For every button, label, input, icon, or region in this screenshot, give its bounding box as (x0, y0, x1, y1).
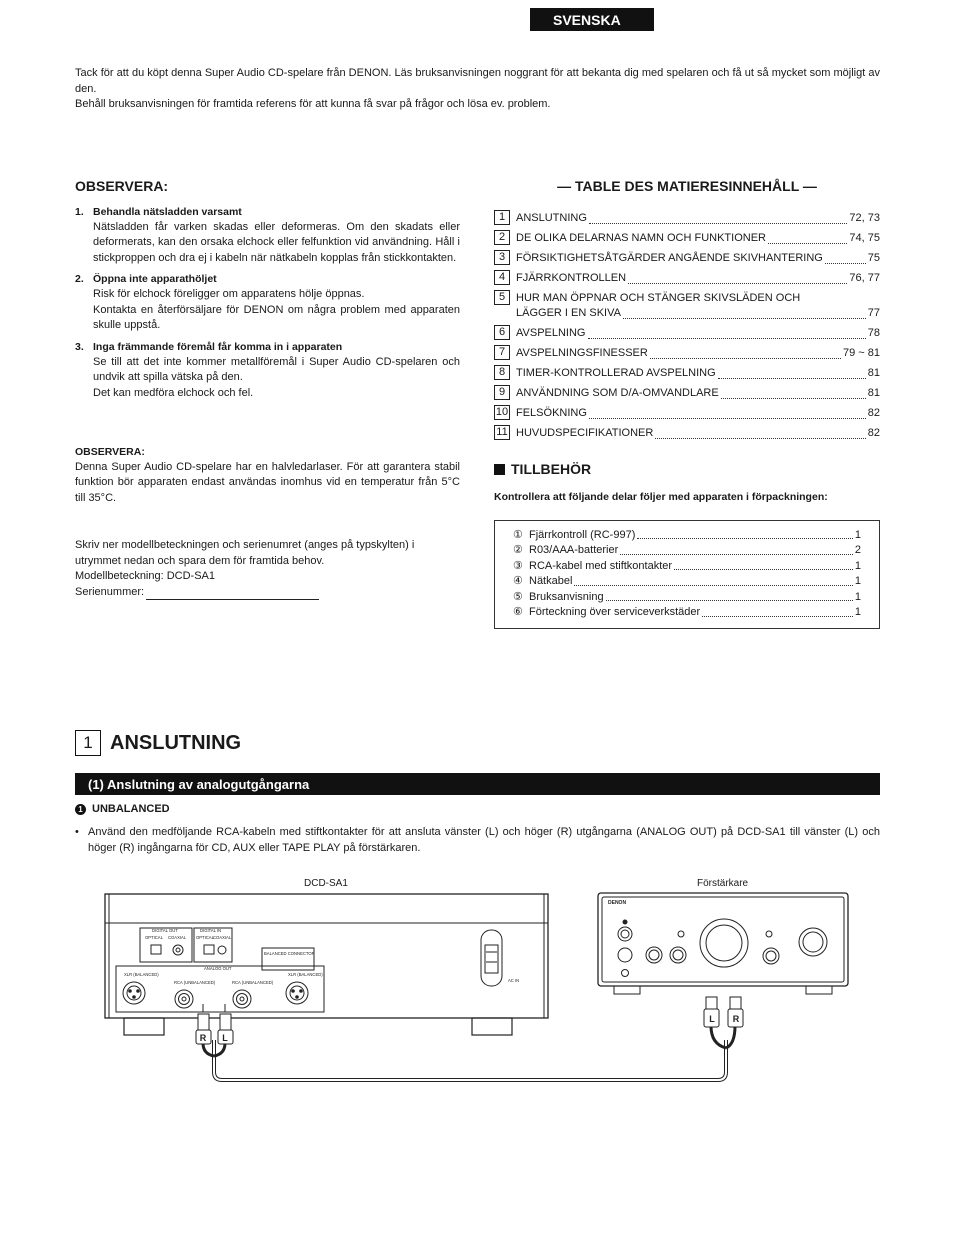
accessory-label: RCA-kabel med stiftkontakter (529, 559, 673, 572)
toc-label: HUVUDSPECIFIKATIONER (516, 427, 654, 440)
accessory-label: Fjärrkontroll (RC-997) (529, 528, 636, 541)
intro-paragraph-1: Tack för att du köpt denna Super Audio CD-spelare från DENON. Läs bruksanvisningen noggrant för att bekanta dig med spelaren och få ut så mycket som möjligt av den. (75, 67, 880, 95)
cd-player-panel-labels (124, 928, 519, 985)
accessory-qty: 1 (854, 575, 861, 588)
toc-page: 76, 77 (849, 272, 880, 285)
accessory-qty: 1 (854, 528, 861, 541)
optical-in-label: OPTICAL (196, 935, 214, 940)
model-designation: Modellbeteckning: DCD-SA1 (75, 570, 216, 582)
intro-paragraph-2: Behåll bruksanvisningen för framtida referens för att kunna få svar på frågor och lösa ev. problem. (75, 98, 551, 110)
toc-page: 79 ~ 81 (842, 347, 880, 360)
coaxial-in-label: COAXIAL (213, 935, 232, 940)
laser-note-body: Denna Super Audio CD-spelare har en halvledarlaser. För att garantera stabil funktion bör apparaten endast användas inomhus vid en temperatur från 5°C till 35°C. (75, 460, 460, 504)
coaxial-label: COAXIAL (168, 935, 187, 940)
instruction-text: Använd den medföljande RCA-kabeln med stiftkontakter för att ansluta vänster (L) och höger (R) utgångarna (ANALOG OUT) på DCD-SA1 till vänster (L) och höger (R) ingångarna för CD, AUX eller TAPE PLAY på förstärkaren. (88, 826, 880, 854)
toc-page: 78 (867, 327, 880, 340)
item-number: 2. (75, 273, 84, 286)
item-title: Öppna inte apparathöljet (93, 273, 217, 286)
accessory-label: Nätkabel (529, 575, 573, 588)
toc-number: 5 (494, 290, 510, 305)
plug-l-label-device: L (222, 1033, 228, 1043)
toc-label: FÖRSIKTIGHETSÅTGÄRDER ANGÅENDE SKIVHANTERING (516, 252, 823, 265)
item-title: Inga främmande föremål får komma in i apparaten (93, 340, 343, 353)
toc-number: 1 (494, 210, 510, 225)
toc-page: 82 (867, 407, 880, 420)
toc-label: TIMER-KONTROLLERAD AVSPELNING (516, 367, 716, 380)
item-number: 1. (75, 205, 84, 218)
item-body: Nätsladden får varken skadas eller deformeras. Om den skadats eller deformerats, kan den orsaka elchock eller felfunktion vid användning. Håll i stickproppen och dra ej i kabeln när nätkabeln kopplas från stickkontakten. (93, 220, 460, 264)
toc-label: DE OLIKA DELARNAS NAMN OCH FUNKTIONER (516, 232, 766, 245)
toc-number: 4 (494, 270, 510, 285)
toc-label: HUR MAN ÖPPNAR OCH STÄNGER SKIVSLÄDEN OCH (516, 291, 801, 304)
analog-out-label: ANALOG OUT (204, 966, 232, 971)
accessory-qty: 2 (854, 544, 861, 557)
toc-number: 10 (495, 405, 509, 418)
section-number: 1 (75, 730, 101, 756)
amplifier-front-panel (598, 893, 848, 994)
toc-number: 6 (494, 325, 510, 340)
item-body: Risk för elchock föreligger om apparatens hölje öppnas. (93, 288, 365, 301)
bullet-icon: • (75, 826, 79, 838)
plug-r-label-device: R (199, 1033, 207, 1043)
serial-label: Serienummer: (75, 585, 145, 598)
toc-page: 77 (867, 307, 880, 320)
toc-number: 8 (494, 365, 510, 380)
ac-in-label: AC IN (508, 978, 520, 983)
toc-label: ANVÄNDNING SOM D/A-OMVANDLARE (516, 387, 719, 400)
balanced-connector-label: BALANCED CONNECTOR (264, 951, 315, 956)
amplifier-label: Förstärkare (697, 878, 749, 889)
accessory-mark: ⑥ (513, 606, 523, 619)
rca-right-label: RCA (UNBALANCED) (232, 980, 274, 985)
toc-label: FJÄRRKONTROLLEN (516, 272, 627, 285)
accessory-qty: 1 (854, 606, 861, 619)
accessory-mark: ④ (513, 575, 523, 588)
item-body: Se till att det inte kommer metallföremål i Super Audio CD-spelaren och undvik att spilla vätska på den. (93, 355, 460, 384)
amplifier-brand: DENON (608, 900, 627, 906)
accessory-qty: 1 (854, 590, 861, 603)
toc-number: 9 (494, 385, 510, 400)
digital-out-label: DIGITAL OUT (152, 928, 178, 933)
toc-heading: — TABLE DES MATIERESINNEHÅLL — (557, 178, 817, 194)
toc-page: 81 (867, 367, 880, 380)
toc-number: 3 (494, 250, 510, 265)
plug-r-label-amp: R (732, 1014, 740, 1024)
xlr-left-label: XLR (BALANCED) (124, 972, 159, 977)
toc-label: AVSPELNING (516, 327, 586, 340)
serial-instructions: Skriv ner modellbeteckningen och serienumret (anges på typskylten) i utrymmet nedan och spara dem för framtida behov. (75, 539, 415, 567)
toc-page: 75 (867, 252, 880, 265)
toc-number: 2 (494, 230, 510, 245)
toc-page: 72, 73 (849, 212, 880, 225)
toc-label: AVSPELNINGSFINESSER (516, 347, 648, 360)
laser-note-title: OBSERVERA: (75, 446, 145, 458)
item-number: 3. (75, 340, 84, 353)
item-body-2: Kontakta en återförsäljare för DENON om några problem med apparaten skulle uppstå. (93, 303, 460, 332)
digital-in-label: DIGITAL IN (200, 928, 222, 933)
accessory-mark: ① (513, 528, 523, 541)
toc-label-2: LÄGGER I EN SKIVA (516, 307, 621, 320)
accessory-label: R03/AAA-batterier (529, 544, 619, 557)
accessory-mark: ⑤ (513, 590, 523, 603)
accessory-qty: 1 (854, 559, 861, 572)
accessory-mark: ② (513, 544, 523, 557)
xlr-right-label: XLR (BALANCED) (288, 972, 323, 977)
accessories-intro: Kontrollera att följande delar följer med apparaten i förpackningen: (494, 490, 828, 503)
optical-label: OPTICAL (145, 935, 163, 940)
section-title: ANSLUTNING (110, 732, 242, 754)
plug-l-label-amp: L (709, 1014, 715, 1024)
toc-number: 7 (494, 345, 510, 360)
toc-page: 74, 75 (849, 232, 880, 245)
toc-page: 81 (867, 387, 880, 400)
observera-heading: OBSERVERA: (75, 178, 169, 194)
toc-label: FELSÖKNING (516, 407, 587, 420)
accessory-label: Förteckning över serviceverkstäder (529, 606, 701, 619)
toc-number: 11 (494, 425, 510, 440)
circled-number-icon: 1 (75, 804, 86, 815)
language-tab: SVENSKA (530, 8, 654, 31)
device-label: DCD-SA1 (304, 878, 348, 889)
accessory-mark: ③ (513, 559, 523, 572)
toc-label: ANSLUTNING (516, 212, 587, 225)
subsection-bar: (1) Anslutning av analogutgångarna (75, 773, 880, 795)
cd-player-rear-panel (105, 894, 548, 1035)
rca-cable (203, 1026, 735, 1080)
accessories-title: TILLBEHÖR (511, 461, 592, 477)
accessory-label: Bruksanvisning (529, 590, 604, 603)
item-body-2: Det kan medföra elchock och fel. (93, 386, 254, 399)
rca-left-label: RCA (UNBALANCED) (174, 980, 216, 985)
unbalanced-label: UNBALANCED (92, 803, 170, 815)
item-title: Behandla nätsladden varsamt (93, 205, 242, 218)
toc-page: 82 (867, 427, 880, 440)
